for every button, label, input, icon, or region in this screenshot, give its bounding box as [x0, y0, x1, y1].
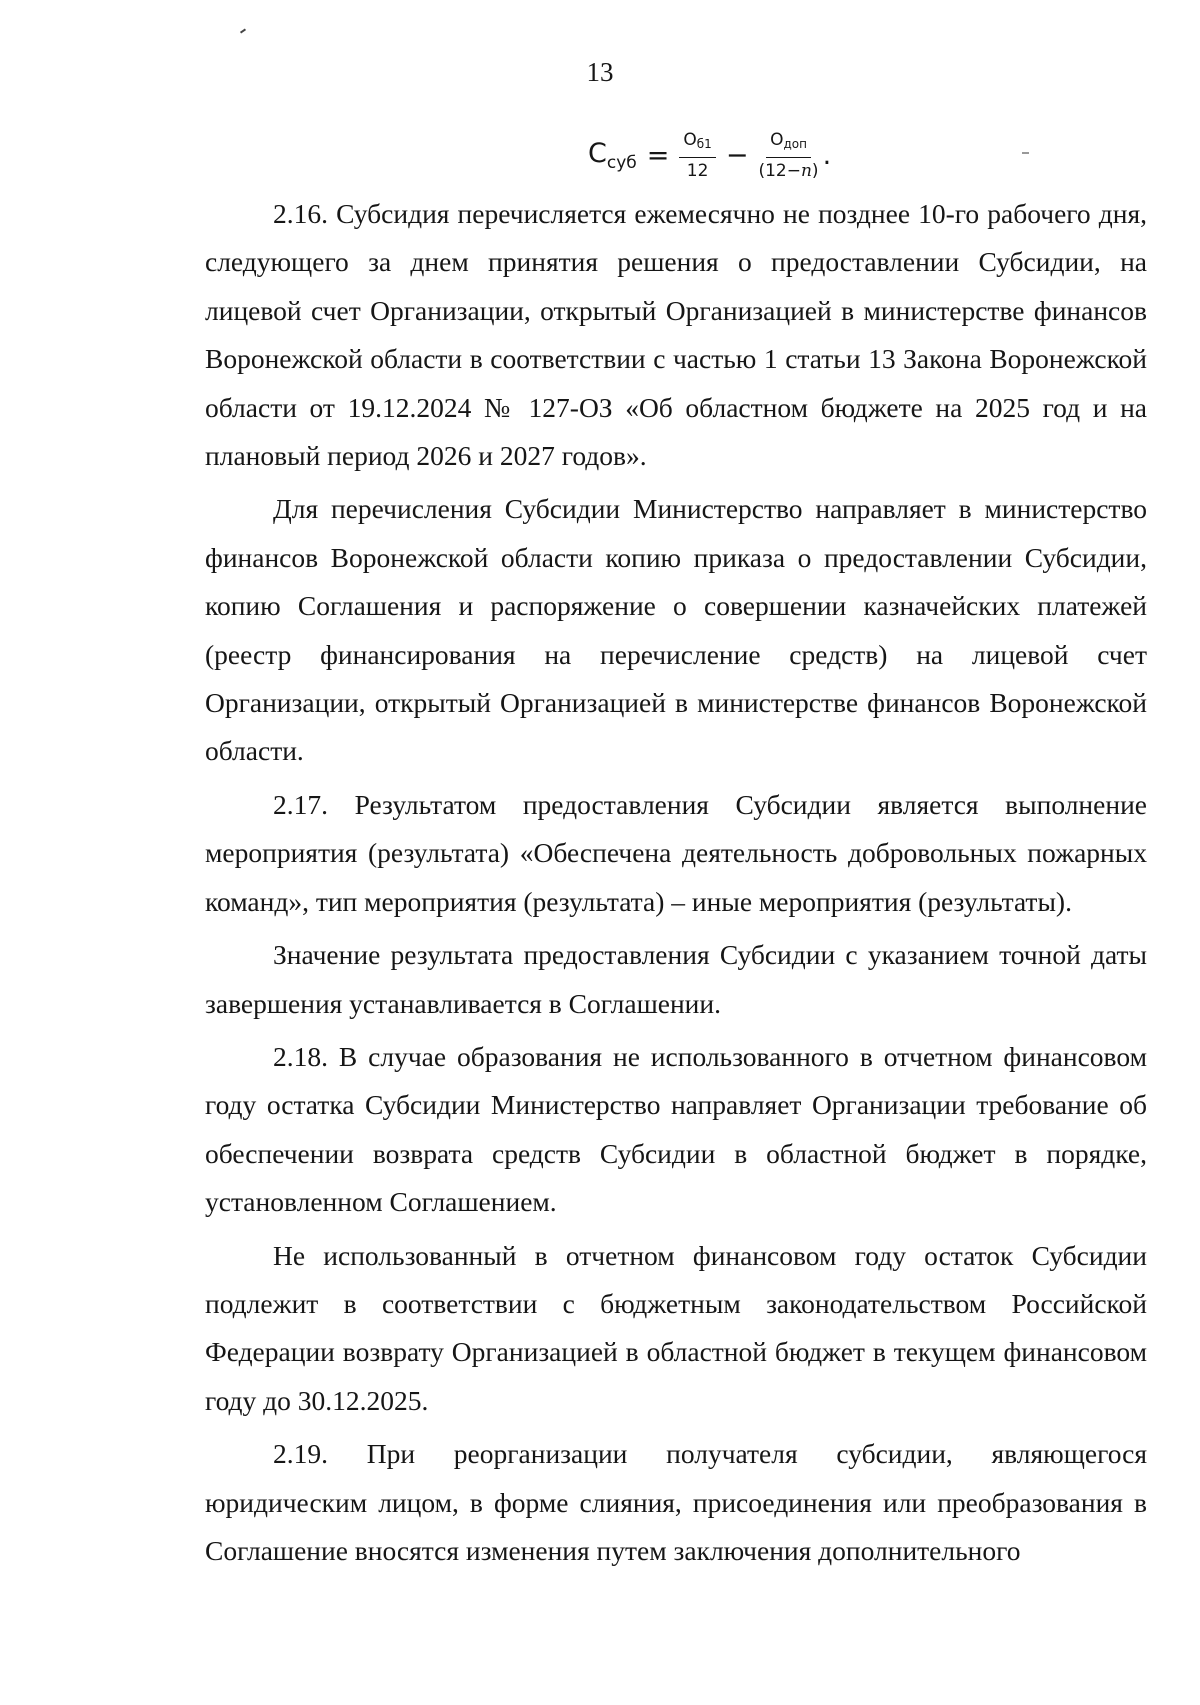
formula-period: .: [822, 139, 832, 171]
scan-mark: [1022, 152, 1029, 154]
page-number: 13: [586, 57, 614, 87]
scan-mark: [240, 28, 246, 33]
paragraph-2-16: 2.16. Субсидия перечисляется ежемесячно не позднее 10-го рабочего дня, следующего за днем принятия решения о предоставлении Субсидии, на лицевой счет Организации, открытый Организацией в министерстве финансов Воронежской области в соответствии с частью 1 статьи 13 Закона Воронежской области от 19.12.2024 № 127-ОЗ «Об областном бюджете на 2025 год и на плановый период 2026 и 2027 годов».: [205, 198, 1147, 472]
formula-minus: −: [725, 139, 749, 171]
paragraph-2-17: 2.17. Результатом предоставления Субсидии является выполнение мероприятия (результата) «Обеспечена деятельность добровольных пожарных команд», тип мероприятия (результата) – иные мероприятия (результаты).: [205, 788, 1147, 917]
paragraph-2-19: 2.19. При реорганизации получателя субсидии, являющегося юридическим лицом, в форме слияния, присоединения или преобразования в Соглашение вносятся изменения путем заключения дополнительного: [205, 1438, 1147, 1566]
paragraph-transfer-procedure: Для перечисления Субсидии Министерство направляет в министерство финансов Воронежской области копию приказа о предоставлении Субсидии, копию Соглашения и распоряжение о совершении казначейских платежей (реестр финансирования на перечисление средств) на лицевой счет Организации, открытый Организацией в министерстве финансов Воронежской области.: [205, 493, 1147, 767]
paragraph-unused-balance: Не использованный в отчетном финансовом году остаток Субсидии подлежит в соответствии с бюджетным законодательством Российской Федерации возврату Организацией в областной бюджет в текущем финансовом году до 30.12.2025.: [205, 1239, 1147, 1416]
document-body: [205, 190, 1147, 1575]
formula-equals: =: [646, 139, 670, 171]
subsidy-formula: [588, 122, 831, 188]
formula-fraction-2: $\frac{О_{доп}}{(12-n)}$: [758, 129, 819, 181]
paragraph-2-18: 2.18. В случае образования не использованного в отчетном финансовом году остатка Субсидии Министерство направляет Организации требование об обеспечении возврата средств Субсидии в областной бюджет в порядке, установленном Соглашением.: [205, 1040, 1147, 1218]
formula-fraction-1: $\frac{О_{б1}}{12}$: [679, 130, 715, 181]
formula-lhs: $С_{суб}$: [588, 137, 637, 173]
paragraph-result-value: Значение результата предоставления Субсидии с указанием точной даты завершения устанавливается в Соглашении.: [205, 939, 1147, 1019]
